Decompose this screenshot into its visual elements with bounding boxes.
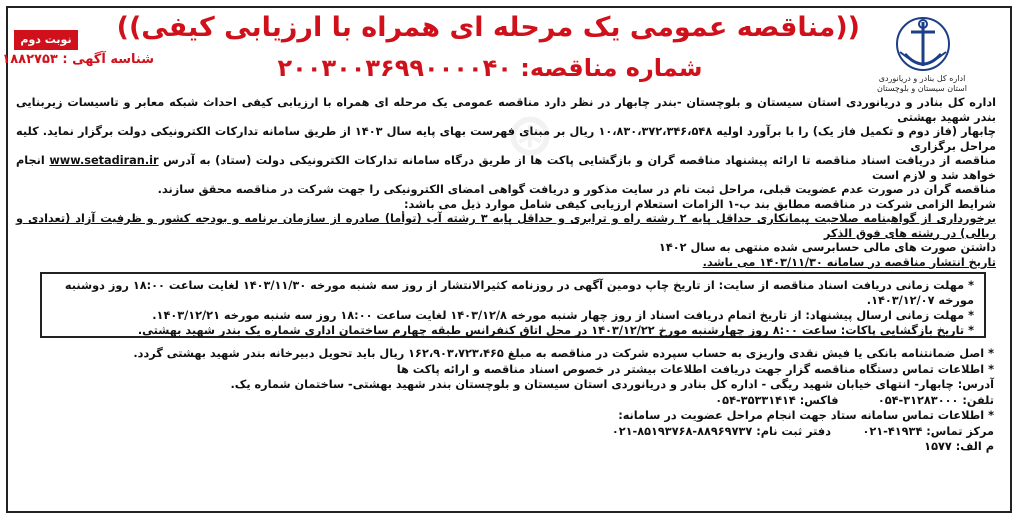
requirements-heading: شرایط الزامی شرکت در مناقصه مطابق بند ب-۱ الزامات استعلام ارزیابی کیفی شامل موارد ذیل می باشد: bbox=[404, 197, 996, 211]
setad-contact-line bbox=[16, 424, 994, 440]
logo-caption-line-2: استان سیستان و بلوچستان bbox=[877, 84, 967, 93]
body-line bbox=[16, 154, 996, 183]
watermark: ⊛ bbox=[504, 100, 556, 170]
contact-section bbox=[16, 346, 994, 455]
notice-title: ((مناقصه عمومی یک مرحله ای همراه با ارزیابی کیفی)) bbox=[116, 12, 860, 43]
fax-number: فاکس: ۳۵۳۳۱۴۱۴-۰۵۴ bbox=[715, 393, 839, 407]
ad-code: م الف: ۱۵۷۷ bbox=[924, 440, 994, 453]
guarantee-line: * اصل ضمانتنامه بانکی یا فیش نقدی واریزی به حساب سپرده شرکت در مناقصه به مبلغ ۱۶۲،۹۰۳،۷۲۳،۴۶۵ ریال باید تحویل دبیرخانه بندر شهید بهشتی گردد. bbox=[133, 347, 994, 360]
logo-caption-line-1: اداره کل بنادر و دریانوردی bbox=[878, 74, 966, 83]
schedule-box bbox=[40, 272, 986, 338]
phone-line bbox=[16, 393, 994, 409]
ad-id-label: شناسه آگهی : bbox=[62, 52, 154, 67]
ad-id bbox=[2, 52, 154, 74]
phone-number: تلفن: ۳۱۲۸۳۰۰۰-۰۵۴ bbox=[877, 393, 994, 407]
body-line: چابهار (فاز دوم و تکمیل فاز یک) را با برآورد اولیه ۱۰،۸۳۰،۳۷۲،۳۴۶،۵۴۸ ریال بر مبنای فهرست بهای پایه سال ۱۴۰۳ از طریق سامانه تدارکات الکترونیکی دولت برگزار نماید. کلیه مراحل برگزاری bbox=[16, 125, 997, 153]
contact-heading: * اطلاعات تماس دستگاه مناقصه گزار جهت دریافت اطلاعات بیشتر در خصوص اسناد مناقصه و ارائه پاکت ها bbox=[396, 362, 994, 376]
body-line: اداره کل بنادر و دریانوردی استان سیستان و بلوچستان -بندر چابهار در نظر دارد مناقصه عمومی یک مرحله ای همراه با ارزیابی کیفی احداث شبکه معابر و تاسیسات زیربنایی بندر شهید بهشتی bbox=[16, 96, 996, 124]
call-center: مرکز تماس: ۴۱۹۳۴-۰۲۱ bbox=[862, 424, 994, 438]
notice-body bbox=[16, 96, 996, 270]
schedule-item: * مهلت زمانی ارسال پیشنهاد: از تاریخ اتمام دریافت اسناد از روز چهار شنبه مورخه ۱۴۰۳/۱۲/۸ لغایت ساعت ۱۸:۰۰ روز سه شنبه مورخه ۱۴۰۳/۱۲/۲۱. bbox=[152, 309, 974, 322]
requirement-item: برخورداری از گواهینامه صلاحیت پیمانکاری حداقل پایه ۲ رشته راه و ترابری و حداقل پایه ۳ رشته آب (توأما) صادره از سازمان برنامه و بودجه کشور و ظرفیت آزاد (تعدادی و ریالی) در رشته های فوق الذکر bbox=[16, 212, 996, 240]
tender-number: شماره مناقصه: ۲۰۰۳۰۰۳۶۹۹۰۰۰۰۴۰ bbox=[277, 54, 703, 82]
round-badge: نوبت دوم bbox=[14, 30, 78, 50]
logo-caption bbox=[872, 74, 972, 94]
body-text: مناقصه از دریافت اسناد مناقصه تا ارائه پیشنهاد مناقصه گران و بازگشایی پاکت ها از طریق درگاه سامانه تدارکات الکترونیکی دولت (ستاد) به آدرس bbox=[163, 154, 996, 167]
publish-date: تاریخ انتشار مناقصه در سامانه ۱۴۰۳/۱۱/۳۰ می باشد. bbox=[702, 255, 996, 269]
body-text: انجام خواهد شد و لازم است bbox=[16, 154, 996, 182]
registration-office: دفتر ثبت نام: ۸۸۹۶۹۷۳۷-۸۵۱۹۳۷۶۸-۰۲۱ bbox=[611, 424, 831, 438]
schedule-item: * مهلت زمانی دریافت اسناد مناقصه از سایت: از تاریخ چاپ دومین آگهی در روزنامه کثیرالانتشار از روز سه شنبه مورخه ۱۴۰۳/۱۱/۳۰ لغایت ساعت ۱۸:۰۰ روز دوشنبه مورخه ۱۴۰۳/۱۲/۰۷. bbox=[64, 279, 974, 307]
body-line: مناقصه گران در صورت عدم عضویت قبلی، مراحل ثبت نام در سایت مذکور و دریافت گواهی امضای الکترونیکی را جهت شرکت در مناقصه محقق سازند. bbox=[157, 183, 996, 196]
ad-id-value: ۱۸۸۲۷۵۳ bbox=[2, 52, 58, 67]
setad-contact-heading: * اطلاعات تماس سامانه ستاد جهت انجام مراحل عضویت در سامانه: bbox=[618, 409, 994, 422]
schedule-item: * تاریخ بازگشایی پاکات: ساعت ۸:۰۰ روز چهارشنبه مورخ ۱۴۰۳/۱۲/۲۲ در محل اتاق کنفرانس طبقه چهارم ساختمان اداری شماره یک بندر شهید بهشتی. bbox=[137, 324, 974, 337]
address-line: آدرس: چابهار- انتهای خیابان شهید ریگی - اداره کل بنادر و دریانوردی استان سیستان و بلوچستان بندر شهید بهشتی- ساختمان شماره یک. bbox=[230, 378, 994, 391]
setadiran-link[interactable]: www.setadiran.ir bbox=[49, 154, 159, 167]
requirement-item: داشتن صورت های مالی حسابرسی شده منتهی به سال ۱۴۰۲ bbox=[658, 241, 996, 254]
